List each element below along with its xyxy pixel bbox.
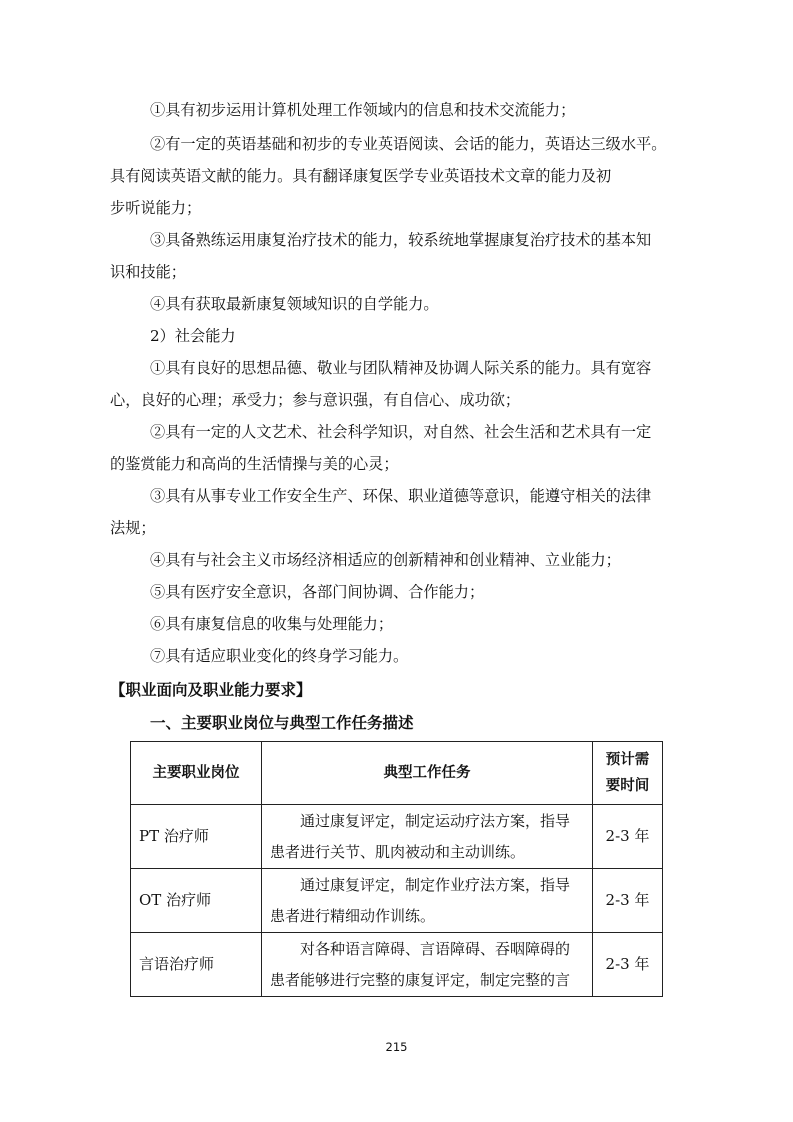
sub-heading: 一、主要职业岗位与典型工作任务描述	[150, 714, 414, 732]
paragraph-line: 的鉴赏能力和高尚的生活情操与美的心灵；	[110, 455, 399, 473]
paragraph-line: ①具有良好的思想品德、敬业与团队精神及协调人际关系的能力。具有宽容	[150, 359, 652, 377]
cell-task-line2: 患者能够进行完整的康复评定，制定完整的言	[270, 970, 571, 989]
page-number: 215	[385, 1040, 408, 1054]
paragraph-line: ②有一定的英语基础和初步的专业英语阅读、会话的能力，英语达三级水平。	[150, 135, 667, 153]
header-time-line2: 要时间	[605, 778, 650, 794]
header-time-line1: 预计需	[605, 752, 650, 768]
table-row	[131, 805, 663, 869]
header-time	[593, 742, 663, 805]
paragraph-line: ③具备熟练运用康复治疗技术的能力，较系统地掌握康复治疗技术的基本知	[150, 231, 652, 249]
cell-task-line1: 对各种语言障碍、言语障碍、吞咽障碍的	[300, 939, 571, 958]
paragraph-line: ⑦具有适应职业变化的终身学习能力。	[150, 647, 409, 665]
table-header-row	[131, 742, 663, 805]
cell-task	[262, 869, 593, 933]
paragraph-line: ④具有与社会主义市场经济相适应的创新精神和创业精神、立业能力；	[150, 551, 621, 569]
cell-task-line1: 通过康复评定，制定作业疗法方案，指导	[300, 875, 571, 894]
paragraph-line: ③具有从事专业工作安全生产、环保、职业道德等意识，能遵守相关的法律	[150, 487, 652, 505]
cell-task-line2: 患者进行关节、肌肉被动和主动训练。	[270, 842, 526, 861]
cell-role: OT 治疗师	[131, 869, 262, 933]
job-positions-table	[130, 741, 663, 997]
paragraph-line: 识和技能；	[110, 263, 186, 281]
paragraph-line: ④具有获取最新康复领域知识的自学能力。	[150, 295, 439, 313]
table-row	[131, 869, 663, 933]
paragraph-line: 步听说能力；	[110, 199, 202, 217]
cell-time: 2-3 年	[593, 933, 663, 997]
section-heading: 【职业面向及职业能力要求】	[110, 681, 312, 699]
paragraph-line: 法规；	[110, 519, 156, 537]
header-role: 主要职业岗位	[131, 742, 262, 805]
cell-time: 2-3 年	[593, 805, 663, 869]
cell-role: PT 治疗师	[131, 805, 262, 869]
cell-time: 2-3 年	[593, 869, 663, 933]
cell-task-line1: 通过康复评定，制定运动疗法方案，指导	[300, 811, 571, 830]
paragraph-line: ⑤具有医疗安全意识，各部门间协调、合作能力；	[150, 583, 485, 601]
cell-task-line2: 患者进行精细动作训练。	[270, 906, 436, 925]
subsection-label: 2）社会能力	[150, 327, 236, 345]
paragraph-line: 具有阅读英语文献的能力。具有翻译康复医学专业英语技术文章的能力及初	[110, 167, 612, 185]
header-task: 典型工作任务	[262, 742, 593, 805]
cell-task	[262, 933, 593, 997]
cell-task	[262, 805, 593, 869]
paragraph-line: ⑥具有康复信息的收集与处理能力；	[150, 615, 393, 633]
table-row	[131, 933, 663, 997]
paragraph-line: 心，良好的心理；承受力；参与意识强，有自信心、成功欲；	[110, 391, 521, 409]
paragraph-line: ①具有初步运用计算机处理工作领域内的信息和技术交流能力；	[150, 101, 576, 119]
paragraph-line: ②具有一定的人文艺术、社会科学知识，对自然、社会生活和艺术具有一定	[150, 423, 652, 441]
cell-role: 言语治疗师	[131, 933, 262, 997]
